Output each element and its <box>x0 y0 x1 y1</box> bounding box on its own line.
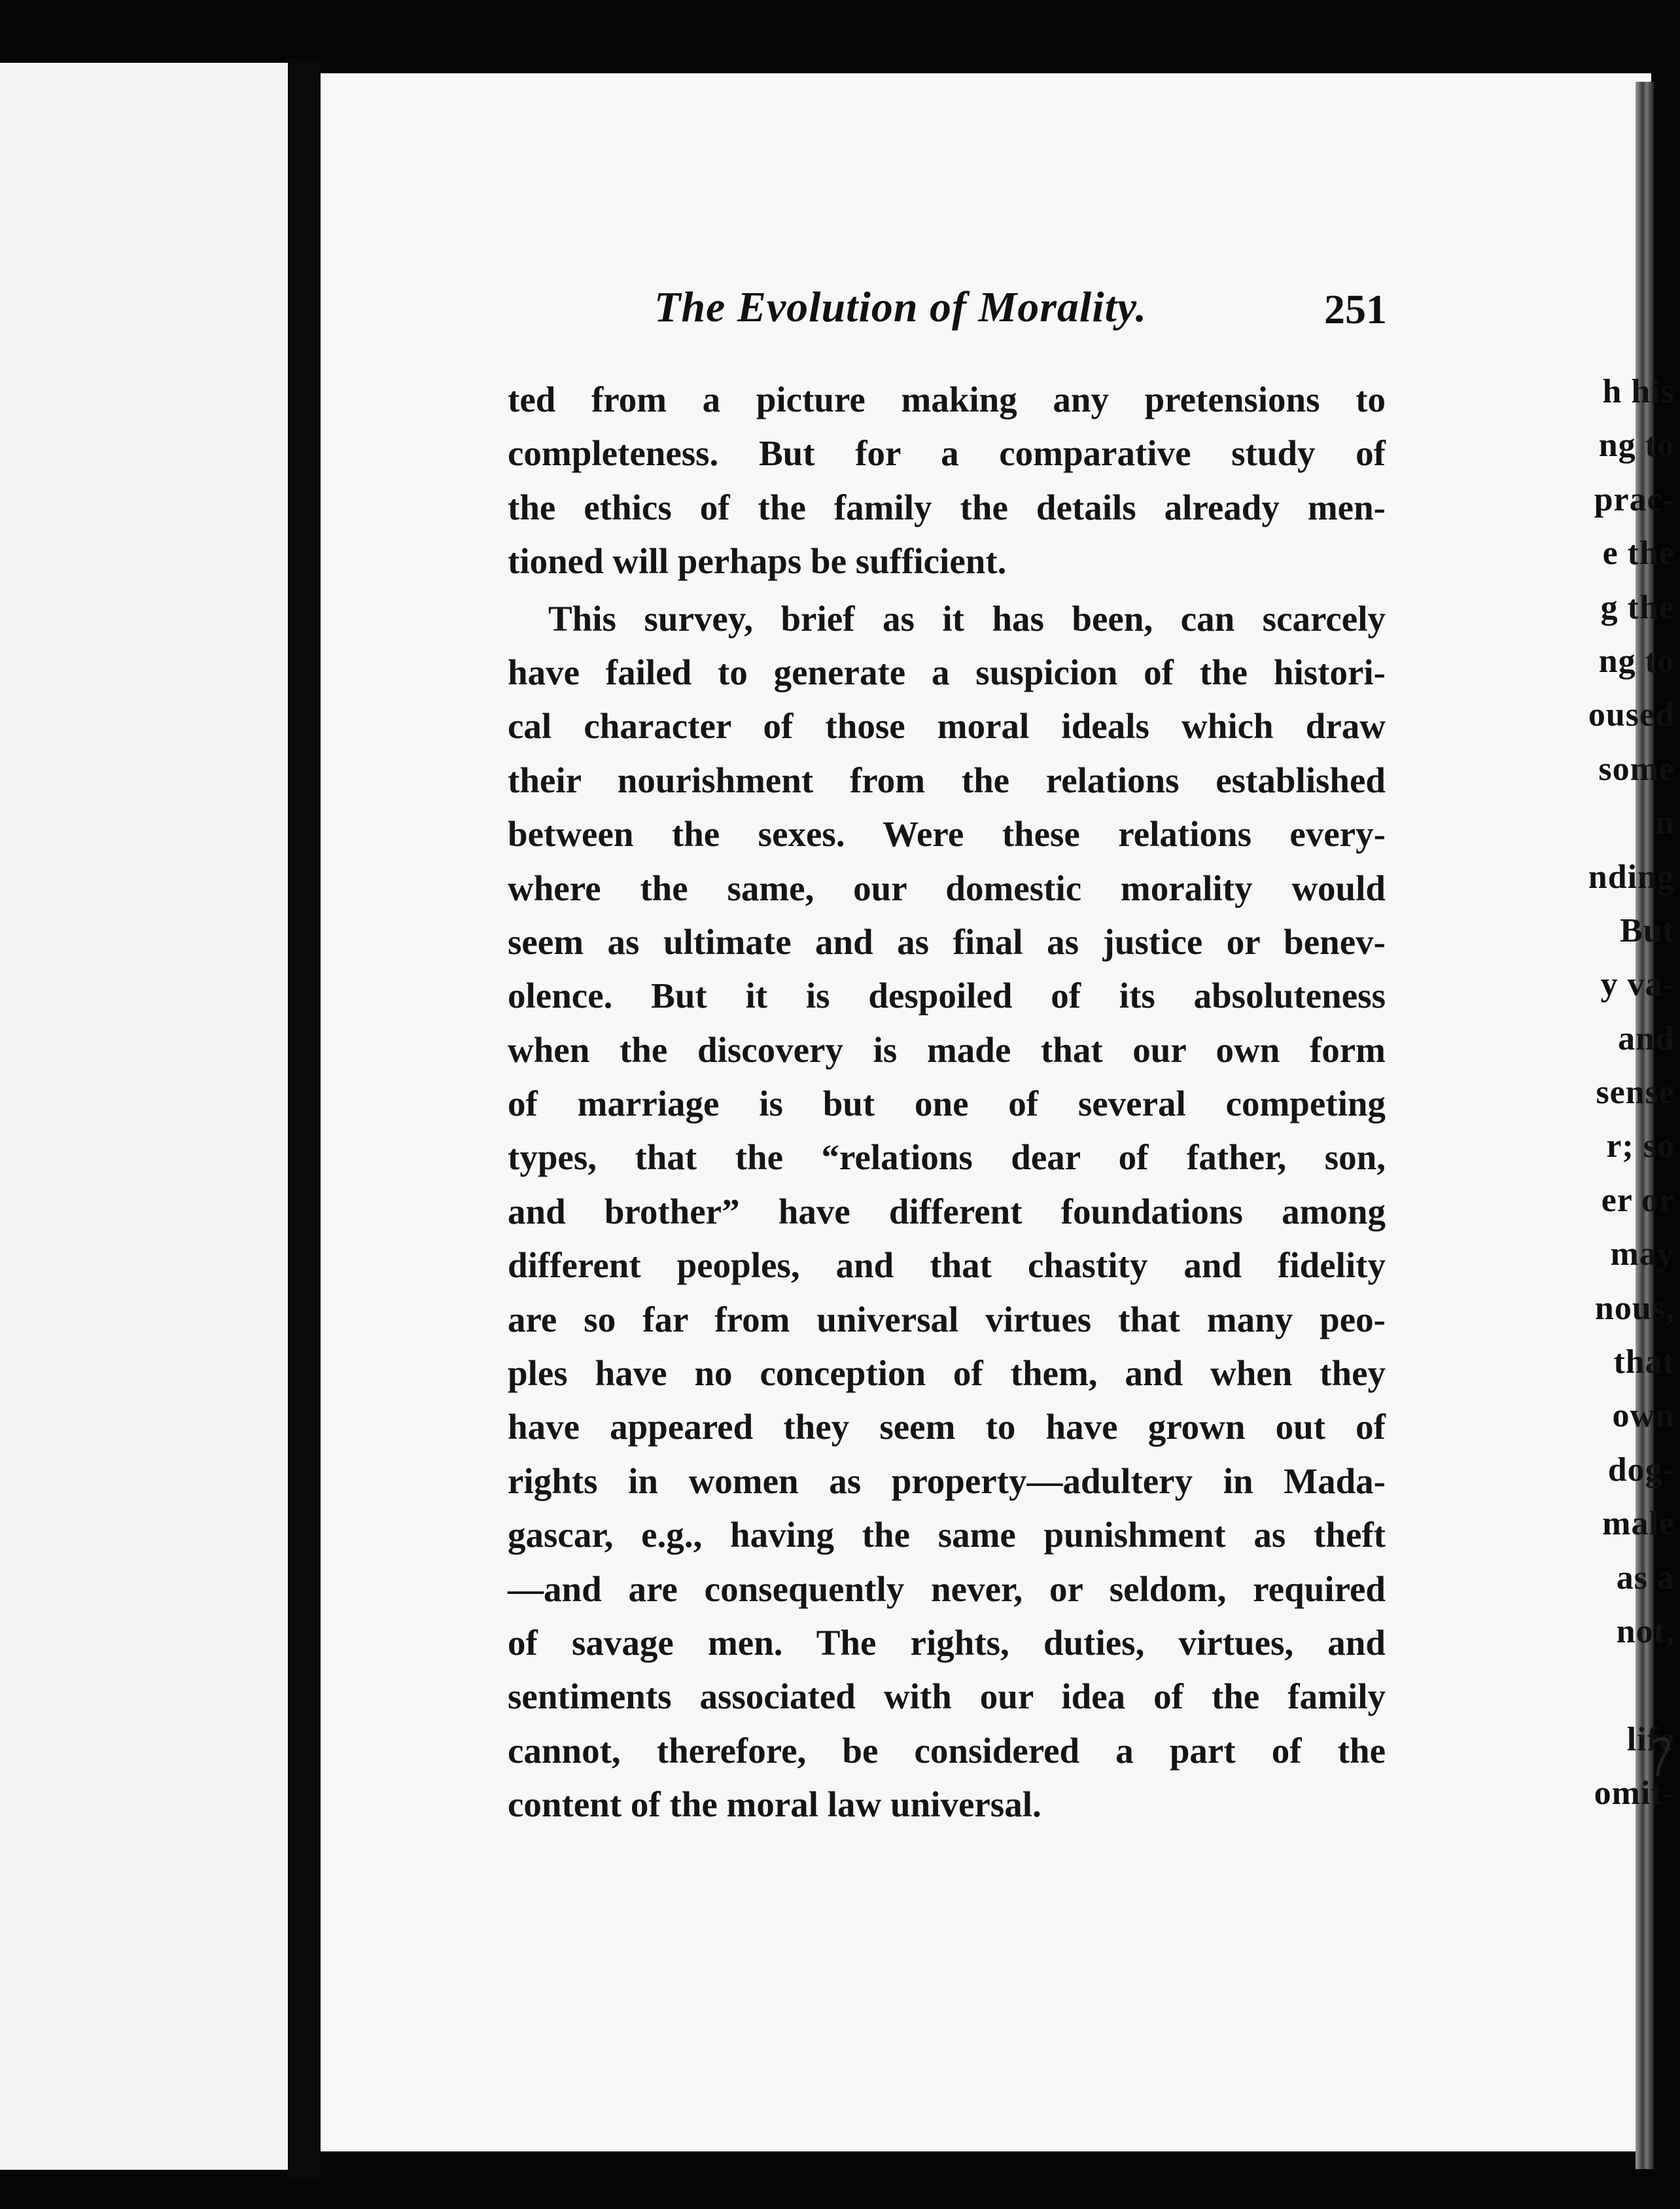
body-text <box>508 373 1386 1832</box>
paragraph-2 <box>508 592 1386 1832</box>
text-line: tioned will perhaps be sufficient. <box>508 541 1007 582</box>
facing-line: and <box>1618 1019 1675 1057</box>
text-line: have failed to generate a suspicion of the histori- <box>508 652 1386 692</box>
text-line: ted from a picture making any pretensions to <box>508 380 1386 419</box>
text-line: —and are consequently never, or seldom, required <box>508 1568 1386 1609</box>
facing-line: as a <box>1616 1559 1675 1597</box>
facing-line: But <box>1620 911 1675 949</box>
facing-line: may <box>1610 1235 1675 1273</box>
facing-page <box>0 63 288 2170</box>
text-line: where the same, our domestic morality would <box>508 868 1386 908</box>
text-line: their nourishment from the relations established <box>508 760 1386 800</box>
text-line: the ethics of the family the details already men- <box>508 487 1386 527</box>
text-line: cannot, therefore, be considered a part of the <box>508 1730 1386 1771</box>
facing-line <box>1588 1659 1675 1712</box>
text-line: between the sexes. Were these relations every- <box>508 814 1386 855</box>
page-number: 251 <box>1324 286 1387 332</box>
text-line: sentiments associated with our idea of the family <box>508 1676 1386 1717</box>
facing-line: y va- <box>1600 966 1675 1004</box>
text-line: gascar, e.g., having the same punishment as theft <box>508 1515 1386 1555</box>
facing-line: er or <box>1601 1181 1675 1219</box>
text-line: of marriage is but one of several competing <box>508 1084 1386 1124</box>
text-line: different peoples, and that chastity and fidelity <box>508 1245 1386 1286</box>
facing-line: ng to <box>1598 427 1675 465</box>
text-line: cal character of those moral ideals which draw <box>508 706 1386 747</box>
text-line: ples have no conception of them, and when they <box>508 1353 1386 1394</box>
facing-line: omit- <box>1594 1775 1675 1812</box>
text-line: completeness. But for a comparative study of <box>508 433 1386 474</box>
text-line: are so far from universal virtues that many peo- <box>508 1299 1386 1339</box>
pencil-mark-icon <box>1650 1734 1676 1780</box>
running-title: The Evolution of Morality. <box>654 283 1147 331</box>
facing-line: male <box>1602 1505 1675 1543</box>
facing-page-text <box>1588 365 1675 1821</box>
text-line: of savage men. The rights, duties, virtues, and <box>508 1622 1386 1663</box>
facing-line: life <box>1626 1720 1675 1758</box>
facing-line: some <box>1598 750 1675 788</box>
facing-line: not, <box>1616 1612 1675 1650</box>
facing-line: prac- <box>1594 480 1675 518</box>
text-line: and brother” have different foundations among <box>508 1191 1386 1231</box>
facing-line: nous, <box>1594 1289 1675 1327</box>
facing-line: r; so <box>1606 1127 1675 1165</box>
facing-line: ng to <box>1598 642 1675 680</box>
facing-line: own <box>1612 1397 1675 1435</box>
facing-line: that <box>1613 1343 1675 1381</box>
facing-line: n <box>1655 804 1675 842</box>
facing-line: oused <box>1588 696 1675 734</box>
facing-line: dog- <box>1607 1451 1675 1489</box>
facing-line: g the <box>1600 588 1675 626</box>
book-gutter <box>288 59 321 2179</box>
text-line: content of the moral law universal. <box>508 1784 1041 1825</box>
facing-line: nding <box>1588 858 1675 896</box>
text-line: This survey, brief as it has been, can scarcely <box>548 598 1386 639</box>
facing-line: h his <box>1602 373 1675 410</box>
text-line: have appeared they seem to have grown out of <box>508 1407 1386 1447</box>
facing-line: sense <box>1596 1074 1675 1112</box>
text-line: rights in women as property—adultery in Mada- <box>508 1460 1386 1501</box>
paragraph-1 <box>508 373 1386 589</box>
text-line: types, that the “relations dear of father, son, <box>508 1137 1386 1178</box>
text-line: seem as ultimate and as final as justice or benev- <box>508 921 1386 962</box>
text-line: olence. But it is despoiled of its absoluteness <box>508 976 1386 1016</box>
text-line: when the discovery is made that our own form <box>508 1029 1386 1070</box>
facing-line: e the <box>1602 535 1675 573</box>
running-head <box>654 283 1387 342</box>
